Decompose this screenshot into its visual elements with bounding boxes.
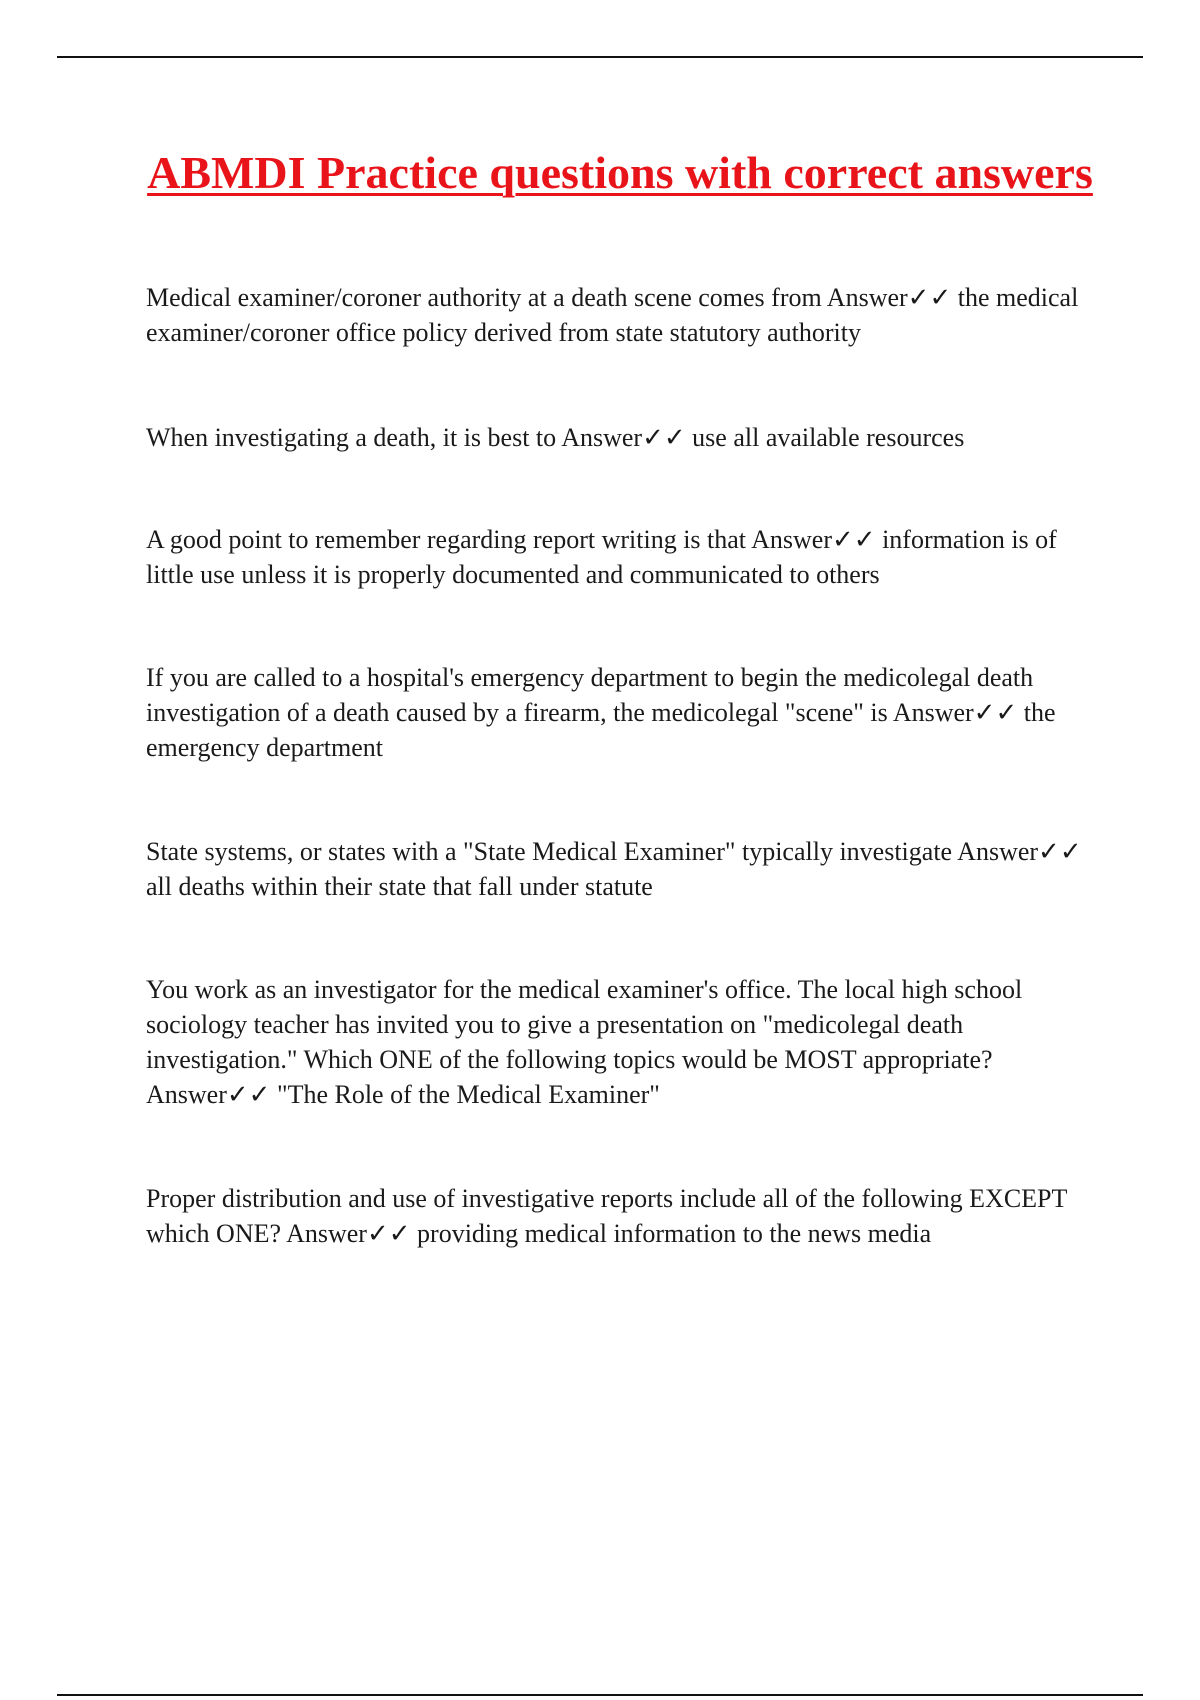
answer-text: the medical examiner/coroner office policy derived from state statutory authority (146, 283, 1079, 347)
question-text: If you are called to a hospital's emergency department to begin the medicolegal death investigation of a death caused by a firearm, the medicolegal "scene" is (146, 663, 1034, 727)
header-rule (57, 56, 1143, 58)
question-text: You work as an investigator for the medical examiner's office. The local high school sociology teacher has invited you to give a presentation on "medicolegal death investigation." Which ONE of the following topics would be MOST appropriate? (146, 975, 1023, 1074)
answer-marker: Answer✓✓ (957, 837, 1082, 866)
qa-item (146, 660, 1086, 765)
qa-item (146, 834, 1086, 904)
answer-marker: Answer✓✓ (826, 283, 952, 312)
qa-item (146, 1181, 1086, 1251)
qa-item (146, 280, 1086, 350)
answer-text: the emergency department (146, 698, 1056, 762)
answer-marker: Answer✓✓ (286, 1219, 411, 1248)
qa-item (146, 972, 1086, 1112)
answer-marker: Answer✓✓ (146, 1080, 271, 1109)
answer-marker: Answer✓✓ (892, 698, 1018, 727)
qa-item (146, 420, 1086, 455)
footer-rule (57, 1694, 1143, 1696)
answer-text: "The Role of the Medical Examiner" (276, 1080, 660, 1109)
document-title: ABMDI Practice questions with correct answers (147, 147, 1093, 198)
question-text: A good point to remember regarding report writing is that (146, 525, 747, 554)
question-text: Proper distribution and use of investigative reports include all of the following EXCEPT which ONE? (146, 1184, 1067, 1248)
answer-text: providing medical information to the news media (417, 1219, 932, 1248)
answer-marker: Answer✓✓ (751, 525, 876, 554)
question-text: Medical examiner/coroner authority at a death scene comes from (146, 283, 822, 312)
answer-marker: Answer✓✓ (561, 423, 686, 452)
question-text: When investigating a death, it is best to (146, 423, 557, 452)
qa-item (146, 522, 1086, 592)
answer-text: use all available resources (692, 423, 965, 452)
answer-text: information is of little use unless it is properly documented and communicated to others (146, 525, 1057, 589)
question-text: State systems, or states with a "State Medical Examiner" typically investigate (146, 837, 953, 866)
answer-text: all deaths within their state that fall under statute (146, 872, 653, 901)
